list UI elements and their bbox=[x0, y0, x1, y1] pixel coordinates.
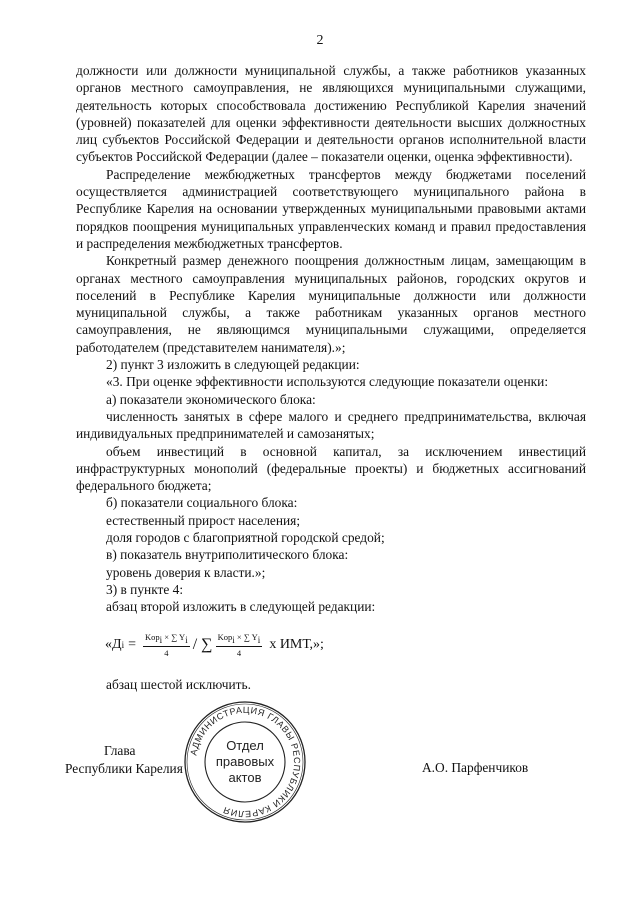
formula bbox=[105, 632, 324, 658]
formula-subscript: i bbox=[121, 640, 125, 650]
numerator-sum: × ∑ Y bbox=[236, 632, 258, 642]
paragraph: должности или должности муниципальной службы, а также работников указанных органов местного самоуправления, не являющихся муниципальными служащими, деятельность которых способствовала достижению Республикой Карелия значений (уровней) показателей для оценки эффективности деятельности высших должностных лиц субъектов Российской Федерации и деятельности органов исполнительной власти субъектов Российской Федерации (далее – показатели оценки, оценка эффективности). bbox=[76, 63, 586, 165]
numerator-sub: i bbox=[257, 635, 261, 645]
formula-tail: х ИМТ,»; bbox=[269, 637, 324, 652]
paragraph: доля городов с благоприятной городской средой; bbox=[106, 530, 385, 546]
paragraph: 2) пункт 3 изложить в следующей редакции: bbox=[106, 357, 360, 373]
numerator-kop: Kop bbox=[144, 632, 160, 642]
formula-equals: = bbox=[128, 637, 136, 652]
paragraph: 3) в пункте 4: bbox=[106, 581, 184, 597]
paragraph: «3. При оценке эффективности используются следующие показатели оценки: bbox=[106, 374, 549, 390]
signature-title-line2: Республики Карелия bbox=[65, 761, 183, 776]
formula-fraction bbox=[143, 632, 190, 658]
paragraph: в) показатель внутриполитического блока: bbox=[106, 547, 349, 563]
formula-slash-sum: / ∑ bbox=[192, 636, 213, 653]
paragraph: естественный прирост населения; bbox=[106, 512, 301, 528]
paragraph: абзац второй изложить в следующей редакции: bbox=[106, 599, 376, 615]
paragraph: Конкретный размер денежного поощрения должностным лицам, замещающим в органах местного самоуправления муниципальных районов, городских округов и поселений в Республике Карелия муниципальные должности или должности муниципальной службы, а также работникам указанных органов местного самоуправления, не являющимся муниципальными служащими, определяется работодателем (представителем нанимателя).»; bbox=[76, 253, 586, 355]
stamp-center-line1: Отдел bbox=[226, 738, 264, 753]
formula-open: «Д bbox=[105, 637, 122, 652]
stamp-center-line2: правовых bbox=[215, 754, 275, 769]
document-body bbox=[76, 62, 586, 616]
paragraph: объем инвестиций в основной капитал, за исключением инвестиций инфраструктурных монополий (федеральные проекты) и бюджетных ассигнований федерального бюджета; bbox=[76, 443, 586, 494]
paragraph: б) показатели социального блока: bbox=[106, 495, 298, 511]
formula-fraction bbox=[216, 632, 263, 658]
numerator-sub: i bbox=[159, 635, 163, 645]
stamp-center-line3: актов bbox=[228, 770, 262, 785]
after-formula-text: абзац шестой исключить. bbox=[106, 677, 251, 692]
fraction-denominator: 4 bbox=[164, 648, 169, 658]
numerator-sub: i bbox=[232, 635, 235, 645]
numerator-kop: Kop bbox=[217, 632, 233, 642]
numerator-sum: × ∑ Y bbox=[164, 632, 186, 642]
fraction-numerator bbox=[143, 632, 190, 647]
stamp-ring-text: АДМИНИСТРАЦИЯ ГЛАВЫ РЕСПУБЛИКИ КАРЕЛИЯ bbox=[188, 704, 303, 820]
paragraph: численность занятых в сфере малого и среднего предпринимательства, включая индивидуальных предпринимателей и самозанятых; bbox=[76, 408, 586, 442]
signatory-name: А.О. Парфенчиков bbox=[422, 760, 529, 775]
numerator-sub: i bbox=[185, 635, 188, 645]
official-stamp bbox=[175, 700, 315, 825]
paragraph: уровень доверия к власти.»; bbox=[106, 564, 266, 580]
fraction-denominator: 4 bbox=[236, 648, 242, 658]
signature-title bbox=[65, 742, 185, 778]
paragraph: Распределение межбюджетных трансфертов между бюджетами поселений осуществляется администрацией соответствующего муниципального района в Республике Карелия на основании утвержденных муниципальными правовыми актами порядков поощрения муниципальных управленческих команд и правил предоставления и распределения межбюджетных трансфертов. bbox=[76, 166, 586, 251]
signature-title-line1: Глава bbox=[104, 743, 136, 758]
fraction-numerator bbox=[216, 632, 263, 647]
page-number: 2 bbox=[316, 33, 324, 48]
paragraph: а) показатели экономического блока: bbox=[106, 391, 316, 407]
